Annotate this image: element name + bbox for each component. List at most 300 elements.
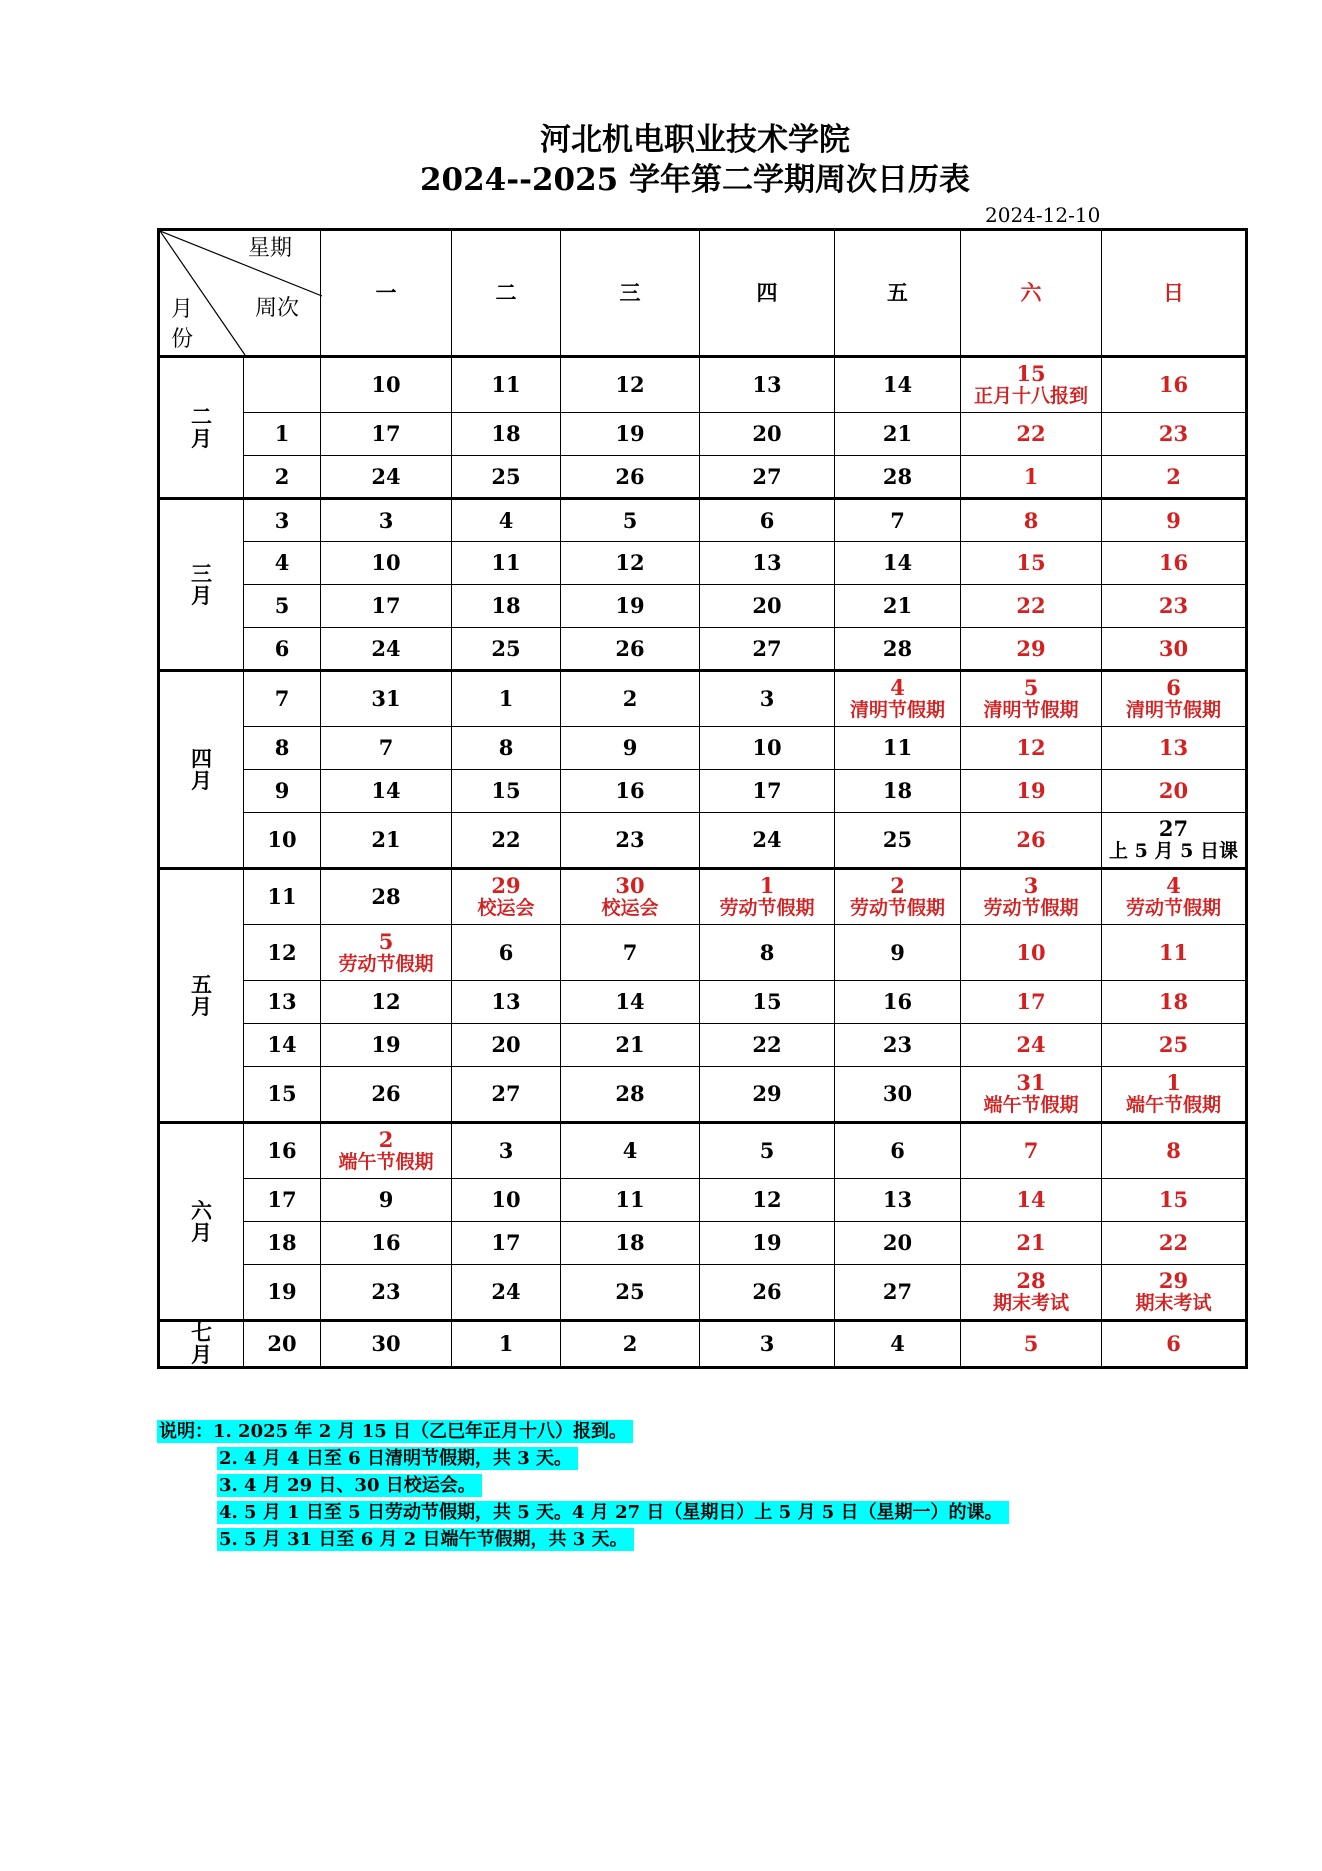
day-number: 17 <box>371 593 401 618</box>
month-cell: 五月 <box>159 869 244 1123</box>
day-cell <box>1102 499 1247 542</box>
day-note: 劳动节假期 <box>338 952 434 975</box>
day-cell <box>961 542 1102 585</box>
day-number: 3 <box>1023 873 1039 898</box>
note-line <box>217 1474 482 1497</box>
day-cell <box>452 542 561 585</box>
day-number: 22 <box>1016 593 1046 618</box>
day-cell <box>835 981 961 1024</box>
week-row <box>159 1321 1247 1368</box>
week-row <box>159 1265 1247 1321</box>
day-cell <box>961 499 1102 542</box>
note-item: 1. 2025 年 2 月 15 日（乙巳年正月十八）报到。 <box>213 1421 628 1442</box>
day-cell <box>1102 585 1247 628</box>
day-cell <box>452 1265 561 1321</box>
day-cell <box>961 1222 1102 1265</box>
day-cell <box>961 1321 1102 1368</box>
day-number: 19 <box>615 421 645 446</box>
note-item: 2. 4 月 4 日至 6 日清明节假期，共 3 天。 <box>219 1448 573 1469</box>
day-number: 26 <box>371 1081 401 1106</box>
day-cell <box>835 628 961 671</box>
day-number: 18 <box>491 421 521 446</box>
day-number: 8 <box>759 939 775 965</box>
day-number: 3 <box>759 1331 775 1356</box>
week-row <box>159 869 1247 925</box>
week-row <box>159 1123 1247 1179</box>
day-number: 23 <box>882 1032 913 1057</box>
day-number: 12 <box>1016 735 1046 760</box>
day-cell <box>961 770 1102 813</box>
day-cell <box>700 628 835 671</box>
note-item: 4. 5 月 1 日至 5 日劳动节假期，共 5 天。4 月 27 日（星期日）上 5 月 5 日（星期一）的课。 <box>219 1502 1003 1523</box>
day-cell <box>835 1222 961 1265</box>
day-cell <box>452 585 561 628</box>
week-row <box>159 1024 1247 1067</box>
day-number: 26 <box>1016 827 1046 852</box>
day-cell <box>1102 727 1247 770</box>
week-number-cell: 3 <box>244 499 321 542</box>
day-number: 9 <box>1166 507 1181 533</box>
day-number: 29 <box>491 873 521 898</box>
day-number: 10 <box>752 735 782 760</box>
day-number: 1 <box>1166 1070 1181 1095</box>
week-number-cell: 5 <box>244 585 321 628</box>
day-cell <box>561 1321 700 1368</box>
weekday-header: 二 <box>452 230 561 357</box>
day-number: 11 <box>491 550 521 575</box>
issue-date: 2024-12-10 <box>985 203 1101 227</box>
week-number-cell <box>244 357 321 413</box>
day-number: 16 <box>882 989 913 1014</box>
day-cell <box>835 456 961 499</box>
day-note: 端午节假期 <box>338 1151 434 1173</box>
day-number: 8 <box>1023 507 1039 533</box>
day-cell <box>700 357 835 413</box>
day-number: 20 <box>1158 778 1189 803</box>
day-cell <box>1102 1265 1247 1321</box>
week-number-cell: 9 <box>244 770 321 813</box>
day-number: 8 <box>498 735 514 760</box>
day-cell <box>452 628 561 671</box>
week-row <box>159 1179 1247 1222</box>
week-row <box>159 727 1247 770</box>
day-number: 22 <box>1016 421 1046 446</box>
day-number: 9 <box>622 735 638 760</box>
day-number: 4 <box>1166 873 1181 898</box>
day-cell <box>452 413 561 456</box>
day-number: 23 <box>371 1279 401 1304</box>
week-row <box>159 770 1247 813</box>
day-cell <box>452 727 561 770</box>
note-item: 5. 5 月 31 日至 6 月 2 日端午节假期，共 3 天。 <box>219 1529 628 1550</box>
weekday-header: 四 <box>700 230 835 357</box>
day-cell <box>321 1123 452 1179</box>
day-cell <box>1102 1321 1247 1368</box>
day-number: 8 <box>1166 1138 1181 1163</box>
day-number: 10 <box>371 550 401 575</box>
day-number: 4 <box>498 507 514 533</box>
header-row <box>159 230 1247 357</box>
note-line <box>157 1420 633 1443</box>
day-cell <box>961 1024 1102 1067</box>
week-row <box>159 671 1247 727</box>
day-number: 26 <box>615 463 645 489</box>
day-cell <box>561 456 700 499</box>
day-number: 28 <box>1016 1268 1046 1293</box>
day-cell <box>321 585 452 628</box>
day-cell <box>321 770 452 813</box>
day-number: 15 <box>1016 361 1046 386</box>
week-row <box>159 1067 1247 1123</box>
day-cell <box>700 1179 835 1222</box>
day-cell <box>321 499 452 542</box>
day-cell <box>700 770 835 813</box>
day-cell <box>452 357 561 413</box>
day-number: 22 <box>491 827 521 852</box>
day-number: 14 <box>615 989 645 1014</box>
week-number-cell: 19 <box>244 1265 321 1321</box>
day-note: 端午节假期 <box>1125 1094 1221 1116</box>
day-number: 13 <box>752 372 782 397</box>
week-number-cell: 1 <box>244 413 321 456</box>
day-cell <box>1102 1067 1247 1123</box>
day-number: 26 <box>752 1279 782 1304</box>
day-cell <box>700 542 835 585</box>
month-cell: 四月 <box>159 671 244 869</box>
day-number: 14 <box>1016 1187 1046 1212</box>
corner-weekday-label: 星期 <box>248 236 293 261</box>
day-number: 30 <box>371 1331 401 1356</box>
day-number: 19 <box>371 1032 401 1057</box>
day-number: 5 <box>1023 1331 1039 1356</box>
day-cell <box>561 869 700 925</box>
day-number: 7 <box>890 507 905 533</box>
day-number: 24 <box>1016 1032 1046 1057</box>
note-line <box>217 1447 578 1470</box>
day-cell <box>1102 456 1247 499</box>
week-row <box>159 1222 1247 1265</box>
week-row <box>159 542 1247 585</box>
day-number: 24 <box>371 463 401 489</box>
day-number: 11 <box>882 735 913 760</box>
day-number: 4 <box>890 675 905 700</box>
week-number-cell: 15 <box>244 1067 321 1123</box>
day-note: 期末考试 <box>1135 1292 1212 1314</box>
week-number-cell: 10 <box>244 813 321 869</box>
day-note: 上 5 月 5 日课 <box>1109 840 1238 862</box>
day-number: 13 <box>491 989 521 1014</box>
week-row <box>159 813 1247 869</box>
day-number: 18 <box>491 593 521 618</box>
day-number: 15 <box>1016 550 1046 575</box>
day-number: 19 <box>1016 778 1046 803</box>
corner-week-label: 周次 <box>255 296 300 321</box>
day-number: 26 <box>615 635 645 661</box>
day-cell <box>1102 413 1247 456</box>
day-number: 23 <box>615 827 645 852</box>
day-number: 12 <box>371 989 401 1014</box>
day-cell <box>561 542 700 585</box>
day-number: 17 <box>1016 989 1046 1014</box>
day-cell <box>321 413 452 456</box>
week-number-cell: 4 <box>244 542 321 585</box>
day-cell <box>452 981 561 1024</box>
day-cell <box>961 813 1102 869</box>
day-note: 端午节假期 <box>983 1094 1079 1116</box>
notes-label: 说明： <box>159 1421 213 1442</box>
week-row <box>159 925 1247 981</box>
day-note: 劳动节假期 <box>849 897 945 919</box>
day-number: 25 <box>1158 1032 1189 1057</box>
day-cell <box>561 1024 700 1067</box>
week-number-cell: 13 <box>244 981 321 1024</box>
day-cell <box>561 813 700 869</box>
day-number: 7 <box>1023 1138 1039 1163</box>
week-row <box>159 456 1247 499</box>
day-cell <box>700 585 835 628</box>
day-cell <box>700 925 835 981</box>
day-cell <box>700 1321 835 1368</box>
notes <box>157 1418 1009 1553</box>
day-cell <box>321 357 452 413</box>
page-subtitle: 2024--2025 学年第二学期周次日历表 <box>419 162 971 198</box>
day-number: 27 <box>752 635 782 661</box>
day-cell <box>961 628 1102 671</box>
day-number: 3 <box>759 686 775 711</box>
day-cell <box>700 1067 835 1123</box>
day-cell <box>561 727 700 770</box>
day-cell <box>961 413 1102 456</box>
day-note: 劳动节假期 <box>983 897 1079 919</box>
weekday-header: 三 <box>561 230 700 357</box>
day-number: 27 <box>882 1279 913 1304</box>
corner-cell <box>159 230 321 357</box>
day-cell <box>321 1222 452 1265</box>
day-cell <box>321 813 452 869</box>
day-cell <box>961 1123 1102 1179</box>
day-number: 18 <box>882 778 913 803</box>
week-number-cell: 2 <box>244 456 321 499</box>
day-cell <box>700 727 835 770</box>
day-cell <box>452 869 561 925</box>
day-cell <box>1102 1179 1247 1222</box>
day-number: 24 <box>371 635 401 661</box>
day-number: 6 <box>890 1138 905 1163</box>
day-number: 17 <box>752 778 782 803</box>
day-number: 30 <box>882 1081 913 1106</box>
day-note: 清明节假期 <box>983 699 1079 721</box>
day-number: 1 <box>1023 463 1039 489</box>
day-number: 11 <box>491 372 521 397</box>
day-number: 25 <box>882 827 913 852</box>
day-number: 12 <box>752 1187 782 1212</box>
day-cell <box>452 456 561 499</box>
day-note: 正月十八报到 <box>973 385 1088 407</box>
day-number: 21 <box>615 1032 645 1057</box>
day-number: 3 <box>378 507 394 533</box>
day-number: 14 <box>371 778 401 803</box>
day-cell <box>452 1024 561 1067</box>
day-cell <box>700 413 835 456</box>
week-number-cell: 16 <box>244 1123 321 1179</box>
month-cell: 三月 <box>159 499 244 671</box>
day-number: 5 <box>759 1138 775 1163</box>
day-cell <box>961 869 1102 925</box>
day-cell <box>961 1067 1102 1123</box>
day-cell <box>961 357 1102 413</box>
page-title: 河北机电职业技术学院 <box>540 122 850 158</box>
day-cell <box>321 671 452 727</box>
day-cell <box>835 413 961 456</box>
day-number: 24 <box>752 827 782 852</box>
day-cell <box>452 1321 561 1368</box>
day-cell <box>961 456 1102 499</box>
day-cell <box>961 671 1102 727</box>
day-cell <box>835 671 961 727</box>
day-number: 13 <box>1158 735 1189 760</box>
day-cell <box>561 1265 700 1321</box>
day-cell <box>961 925 1102 981</box>
week-number-cell: 11 <box>244 869 321 925</box>
day-number: 16 <box>615 778 645 803</box>
day-cell <box>700 1265 835 1321</box>
day-number: 2 <box>378 1127 394 1152</box>
week-number-cell: 17 <box>244 1179 321 1222</box>
day-number: 17 <box>371 421 401 446</box>
day-number: 18 <box>1158 989 1189 1014</box>
day-number: 29 <box>752 1081 782 1106</box>
day-number: 14 <box>882 550 913 575</box>
day-cell <box>700 671 835 727</box>
day-number: 10 <box>1016 939 1046 965</box>
day-cell <box>321 628 452 671</box>
week-row <box>159 981 1247 1024</box>
day-cell <box>700 981 835 1024</box>
day-number: 24 <box>491 1279 521 1304</box>
day-number: 5 <box>378 928 394 954</box>
day-number: 2 <box>622 686 638 711</box>
week-row <box>159 585 1247 628</box>
day-number: 28 <box>882 463 913 489</box>
day-number: 29 <box>1158 1268 1189 1293</box>
day-cell <box>321 1067 452 1123</box>
day-cell <box>321 981 452 1024</box>
day-number: 7 <box>622 939 638 965</box>
day-number: 11 <box>615 1187 645 1212</box>
week-number-cell: 14 <box>244 1024 321 1067</box>
day-number: 1 <box>498 1331 514 1356</box>
week-number-cell: 20 <box>244 1321 321 1368</box>
day-number: 20 <box>882 1230 913 1255</box>
day-number: 3 <box>498 1138 514 1163</box>
day-cell <box>452 1067 561 1123</box>
day-number: 6 <box>498 939 514 965</box>
day-cell <box>835 727 961 770</box>
week-row <box>159 357 1247 413</box>
day-cell <box>561 1123 700 1179</box>
day-cell <box>700 1123 835 1179</box>
weekday-header: 日 <box>1102 230 1247 357</box>
day-number: 5 <box>1023 675 1039 700</box>
day-number: 9 <box>378 1187 394 1212</box>
day-cell <box>835 357 961 413</box>
day-number: 2 <box>1166 463 1181 489</box>
day-cell <box>452 813 561 869</box>
day-cell <box>835 1321 961 1368</box>
day-cell <box>700 1024 835 1067</box>
day-number: 15 <box>491 778 521 803</box>
day-number: 13 <box>752 550 782 575</box>
day-number: 10 <box>491 1187 521 1212</box>
day-number: 19 <box>752 1230 782 1255</box>
day-number: 21 <box>882 421 913 446</box>
day-cell <box>961 981 1102 1024</box>
day-cell <box>321 869 452 925</box>
day-cell <box>452 925 561 981</box>
day-number: 4 <box>890 1331 905 1356</box>
day-cell <box>1102 1123 1247 1179</box>
week-row <box>159 499 1247 542</box>
day-cell <box>452 1222 561 1265</box>
day-number: 25 <box>491 635 521 661</box>
day-cell <box>835 1067 961 1123</box>
day-cell <box>321 925 452 981</box>
day-number: 2 <box>622 1331 638 1356</box>
day-cell <box>835 1024 961 1067</box>
day-cell <box>452 1123 561 1179</box>
day-cell <box>321 1265 452 1321</box>
month-cell: 二月 <box>159 357 244 499</box>
day-number: 27 <box>1158 816 1189 841</box>
week-number-cell: 8 <box>244 727 321 770</box>
day-number: 20 <box>491 1032 521 1057</box>
day-cell <box>561 770 700 813</box>
day-cell <box>561 357 700 413</box>
day-cell <box>452 770 561 813</box>
day-number: 16 <box>1158 372 1189 397</box>
day-cell <box>835 770 961 813</box>
week-number-cell: 18 <box>244 1222 321 1265</box>
day-cell <box>961 1179 1102 1222</box>
day-cell <box>1102 869 1247 925</box>
weekday-header: 五 <box>835 230 961 357</box>
day-number: 12 <box>615 372 645 397</box>
day-number: 11 <box>1158 939 1189 965</box>
day-cell <box>452 671 561 727</box>
day-cell <box>700 1222 835 1265</box>
day-cell <box>961 585 1102 628</box>
month-cell: 七月 <box>159 1321 244 1368</box>
day-cell <box>1102 357 1247 413</box>
day-cell <box>1102 1222 1247 1265</box>
day-number: 1 <box>498 686 514 711</box>
day-number: 28 <box>882 635 913 661</box>
day-number: 21 <box>882 593 913 618</box>
note-line <box>217 1501 1009 1524</box>
day-cell <box>835 585 961 628</box>
day-cell <box>321 727 452 770</box>
day-number: 27 <box>491 1081 521 1106</box>
day-number: 20 <box>752 593 782 618</box>
day-number: 15 <box>1158 1187 1189 1212</box>
week-row <box>159 413 1247 456</box>
day-cell <box>835 1179 961 1222</box>
day-cell <box>700 499 835 542</box>
day-cell <box>961 727 1102 770</box>
weekday-header: 一 <box>321 230 452 357</box>
day-note: 劳动节假期 <box>1125 897 1221 919</box>
day-cell <box>700 869 835 925</box>
